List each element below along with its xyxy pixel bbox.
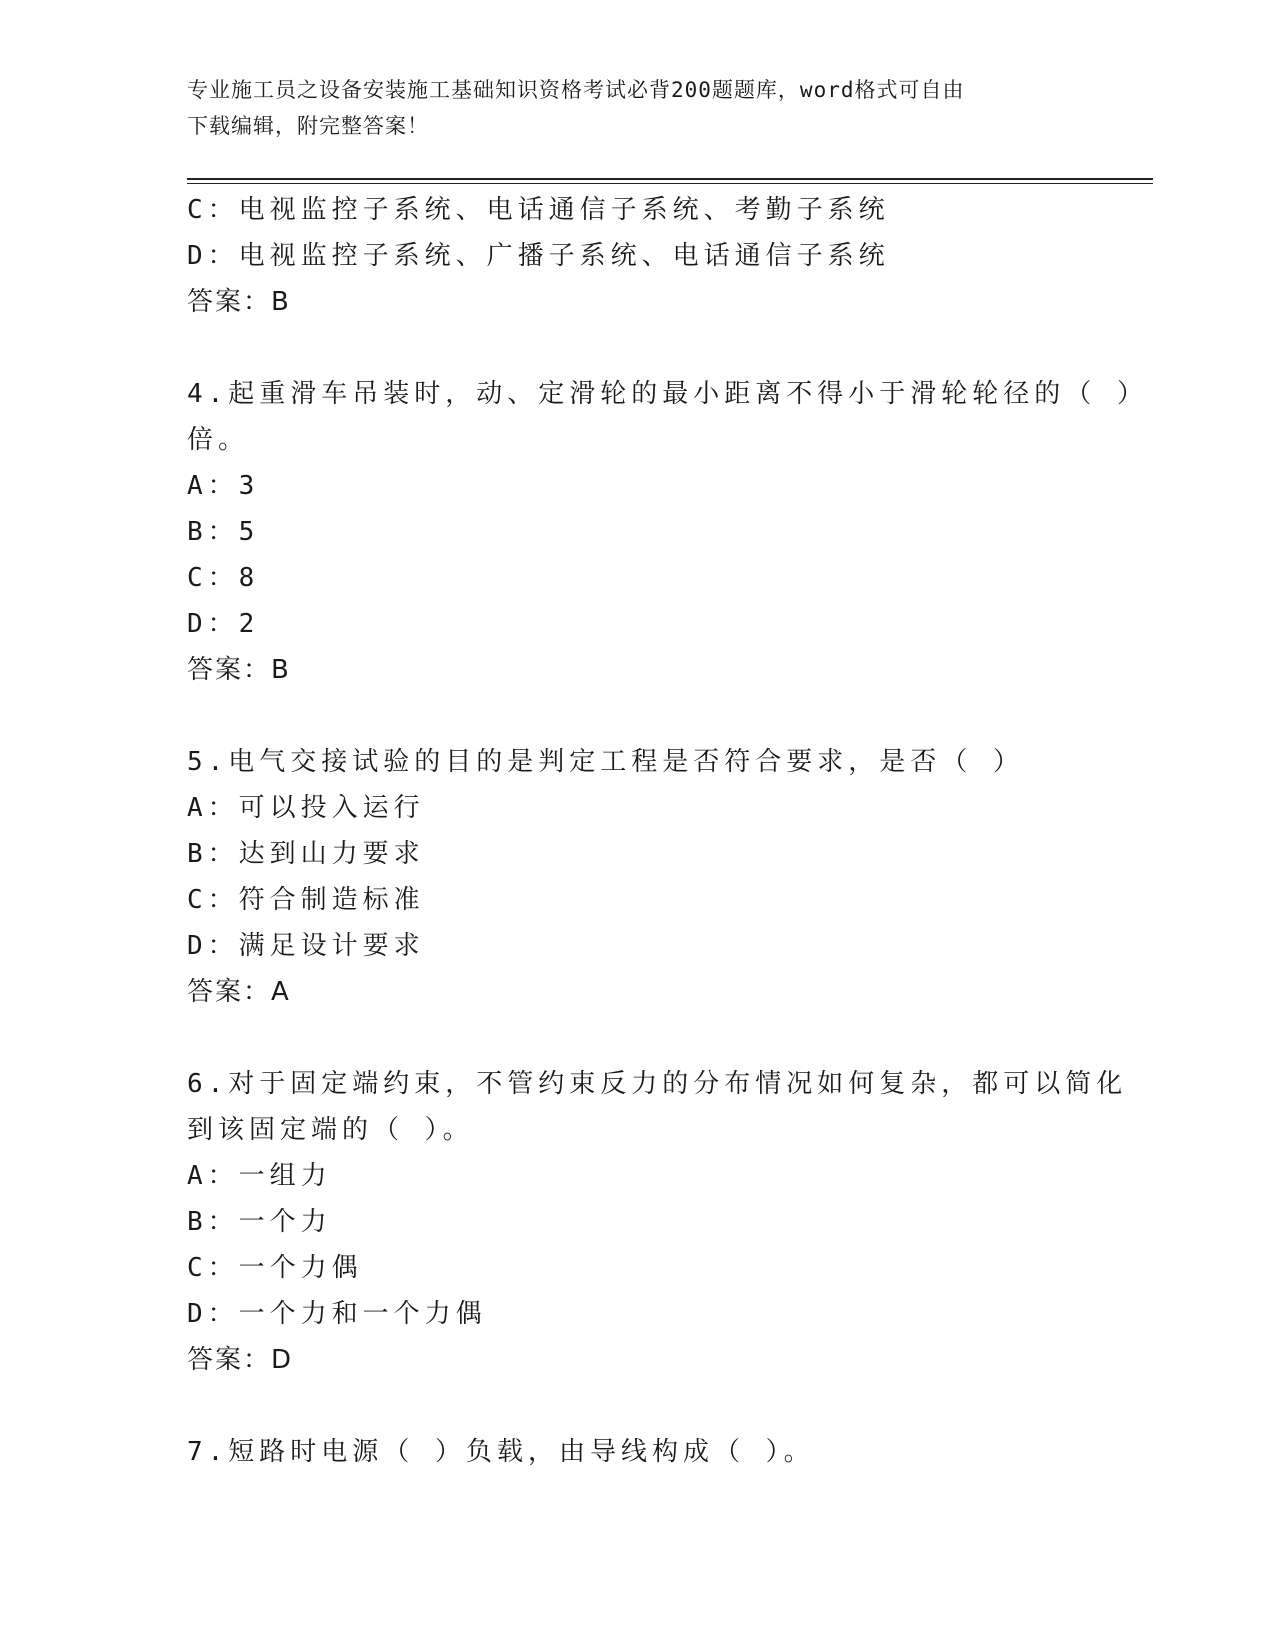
option-a: A：3 — [187, 471, 260, 501]
question-7 — [187, 1429, 1087, 1475]
header-title-line-1: 专业施工员之设备安装施工基础知识资格考试必背200题题库，word格式可自由 — [187, 78, 965, 102]
option-c: C：电视监控子系统、电话通信子系统、考勤子系统 — [187, 195, 890, 225]
option-c: C：符合制造标准 — [187, 885, 425, 915]
option-d: D：满足设计要求 — [187, 931, 425, 961]
option-d: D：2 — [187, 609, 260, 639]
answer-label: 答案：D — [187, 1345, 294, 1375]
header-title-line-2: 下载编辑，附完整答案！ — [187, 114, 429, 138]
question-text-line-1: 5.电气交接试验的目的是判定工程是否符合要求，是否（ ） — [187, 747, 1024, 777]
answer-label: 答案：B — [187, 655, 291, 685]
option-b: B：5 — [187, 517, 260, 547]
document-header — [187, 72, 1077, 144]
option-c: C：8 — [187, 563, 260, 593]
option-a: A：一组力 — [187, 1161, 332, 1191]
option-b: B：达到山力要求 — [187, 839, 425, 869]
header-divider-thin — [187, 183, 1153, 184]
option-c: C：一个力偶 — [187, 1253, 363, 1283]
option-d: D：一个力和一个力偶 — [187, 1299, 487, 1329]
question-list — [187, 187, 1148, 1475]
option-a: A：可以投入运行 — [187, 793, 425, 823]
question-text-line-1: 4.起重滑车吊装时，动、定滑轮的最小距离不得小于滑轮轮径的（ ） — [187, 379, 1148, 409]
option-d: D：电视监控子系统、广播子系统、电话通信子系统 — [187, 241, 890, 271]
option-b: B：一个力 — [187, 1207, 332, 1237]
question-text-line-2: 到该固定端的（ ）。 — [187, 1115, 474, 1145]
question-4 — [187, 371, 1148, 693]
question-text-line-1: 6.对于固定端约束，不管约束反力的分布情况如何复杂，都可以简化 — [187, 1069, 1128, 1099]
answer-label: 答案：B — [187, 287, 291, 317]
answer-label: 答案：A — [187, 977, 291, 1007]
question-6 — [187, 1061, 1128, 1383]
question-5 — [187, 739, 1087, 1015]
question-text-line-1: 7.短路时电源（ ）负载，由导线构成（ ）。 — [187, 1437, 815, 1467]
question-text-line-2: 倍。 — [187, 425, 250, 455]
header-divider-thick — [187, 178, 1153, 180]
question-3-tail — [187, 187, 1087, 325]
